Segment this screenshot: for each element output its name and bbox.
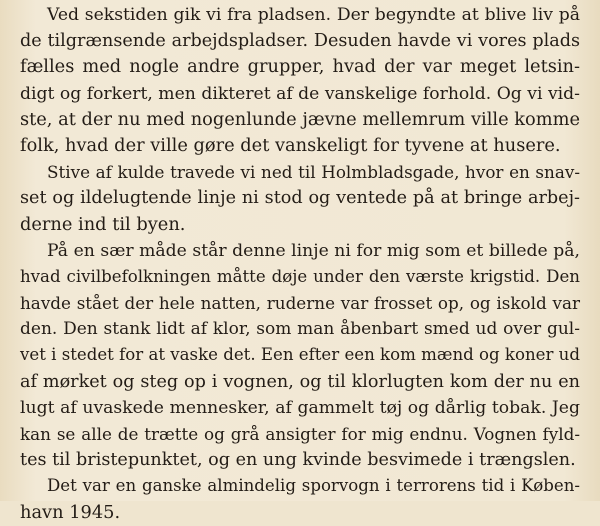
text-line: kan se alle de trætte og grå ansigter for mig endnu. Vognen fyld-: [20, 424, 580, 444]
text-line: digt og forkert, men dikteret af de vanskelige forhold. Og vi vid-: [20, 83, 580, 104]
text-line: vet i stedet for at vaske det. Een efter een kom mænd og koner ud: [20, 345, 580, 365]
text-line: folk, hvad der ville gøre det vanskeligt for tyvene at husere.: [20, 134, 561, 156]
text-line: havde stået der hele natten, ruderne var frosset op, og iskold var: [20, 293, 580, 314]
text-line: På en sær måde står denne linje ni for mig som et billede på,: [47, 240, 580, 261]
text-line: ste, at der nu med nogenlunde jævne mellemrum ville komme: [20, 108, 580, 130]
paragraph: [20, 473, 580, 525]
text-line: af mørket og steg op i vognen, og til klorlugten kom der nu en: [20, 371, 580, 392]
text-line: lugt af uvaskede mennesker, af gammelt tøj og dårlig tobak. Jeg: [20, 397, 580, 418]
text-line: derne ind til byen.: [20, 213, 186, 235]
text-line: de tilgrænsende arbejdspladser. Desuden havde vi vores plads: [20, 31, 580, 52]
paragraph: [20, 238, 580, 474]
text-line: set og ildelugtende linje ni stod og ventede på at bringe arbej-: [20, 188, 580, 209]
text-line: Ved sekstiden gik vi fra pladsen. Der begyndte at blive liv på: [47, 5, 580, 25]
paragraph: [20, 2, 580, 159]
text-line: Det var en ganske almindelig sporvogn i terrorens tid i Køben-: [47, 476, 580, 496]
text-line: fælles med nogle andre grupper, hvad der var meget letsin-: [20, 56, 580, 78]
text-line: hvad civilbefolkningen måtte døje under den værste krigstid. Den: [20, 266, 580, 286]
text-line: havn 1945.: [20, 501, 121, 523]
paragraph: [20, 159, 580, 238]
text-line: Stive af kulde travede vi ned til Holmbladsgade, hvor en snav-: [47, 162, 580, 183]
text-line: den. Den stank lidt af klor, som man åbenbart smed ud over gul-: [20, 319, 580, 340]
text-line: tes til bristepunktet, og en ung kvinde besvimede i trængslen.: [20, 450, 576, 471]
